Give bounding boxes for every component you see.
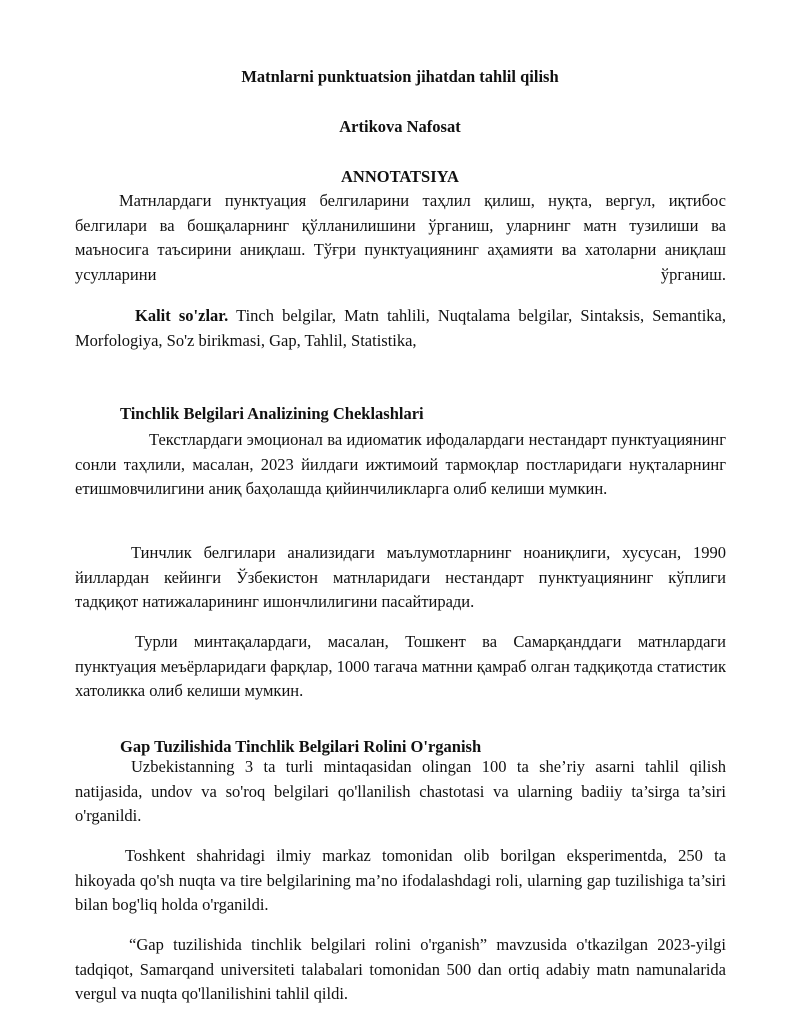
- keywords-label: Kalit so'zlar.: [135, 306, 229, 325]
- section1-paragraph-3: Турли минтақалардаги, масалан, Тошкент ва Самарқанддаги матнлардаги пунктуация меъёрларидаги фарқлар, 1000 тагача матнни қамраб олган тадқиқотда статистик хатоликка олиб келиши мумкин.: [75, 632, 726, 700]
- section-heading-1: Tinchlik Belgilari Analizining Cheklashlari: [120, 404, 424, 423]
- section2-paragraph-3: “Gap tuzilishida tinchlik belgilari rolini o'rganish” mavzusida o'tkazilgan 2023-yilgi tadqiqot, Samarqand universiteti talabalari tomonidan 500 dan ortiq adabiy matn namunalarida vergul va nuqta qo'llanilishini tahlil qildi.: [75, 935, 726, 1003]
- author-name: Artikova Nafosat: [339, 117, 461, 136]
- annotation-body: Матнлардаги пунктуация белгиларини таҳлил қилиш, нуқта, вергул, иқтибос белгилари ва бошқаларнинг қўлланилишини ўрганиш, уларнинг матн тузилиши ва маъносига таъсирини аниқлаш. Тўғри пунктуациянинг аҳамияти ва хатоларни аниқлаш усулларини ўрганиш.: [75, 191, 726, 284]
- section2-paragraph-1: Uzbekistanning 3 ta turli mintaqasidan olingan 100 ta she’riy asarni tahlil qilish natijasida, undov va so'roq belgilari qo'llanilish chastotasi va ularning badiiy ta’sirga ta’siri o'rganildi.: [75, 757, 726, 825]
- document-title: Matnlarni punktuatsion jihatdan tahlil qilish: [241, 67, 559, 86]
- section1-paragraph-2: Тинчлик белгилари анализидаги маълумотларнинг ноаниқлиги, хусусан, 1990 йиллардан кейинги Ўзбекистон матнларидаги нестандарт пунктуациянинг кўплиги тадқиқот натижаларининг ишончлилигини пасайтиради.: [75, 543, 726, 611]
- section2-paragraph-2: Toshkent shahridagi ilmiy markaz tomonidan olib borilgan eksperimentda, 250 ta hikoyada qo'sh nuqta va tire belgilarining ma’no ifodalashdagi roli, ularning gap tuzilishiga ta’siri bilan bog'liq holda o'rganildi.: [75, 846, 726, 914]
- keywords-paragraph: [75, 304, 726, 353]
- section1-paragraph-1: Текстлардаги эмоционал ва идиоматик ифодалардаги нестандарт пунктуациянинг сонли таҳлили, масалан, 2023 йилдаги ижтимоий тармоқлар постларидаги нуқталарнинг етишмовчилигини аниқ баҳолашда қийинчиликларга олиб келиши мумкин.: [75, 430, 726, 498]
- annotation-heading: ANNOTATSIYA: [341, 167, 459, 186]
- keywords-text: Tinch belgilar, Matn tahlili, Nuqtalama belgilar, Sintaksis, Semantika, Morfologiya, So'z birikmasi, Gap, Tahlil, Statistika,: [75, 306, 726, 350]
- section-heading-2: Gap Tuzilishida Tinchlik Belgilari Rolini O'rganish: [120, 737, 482, 756]
